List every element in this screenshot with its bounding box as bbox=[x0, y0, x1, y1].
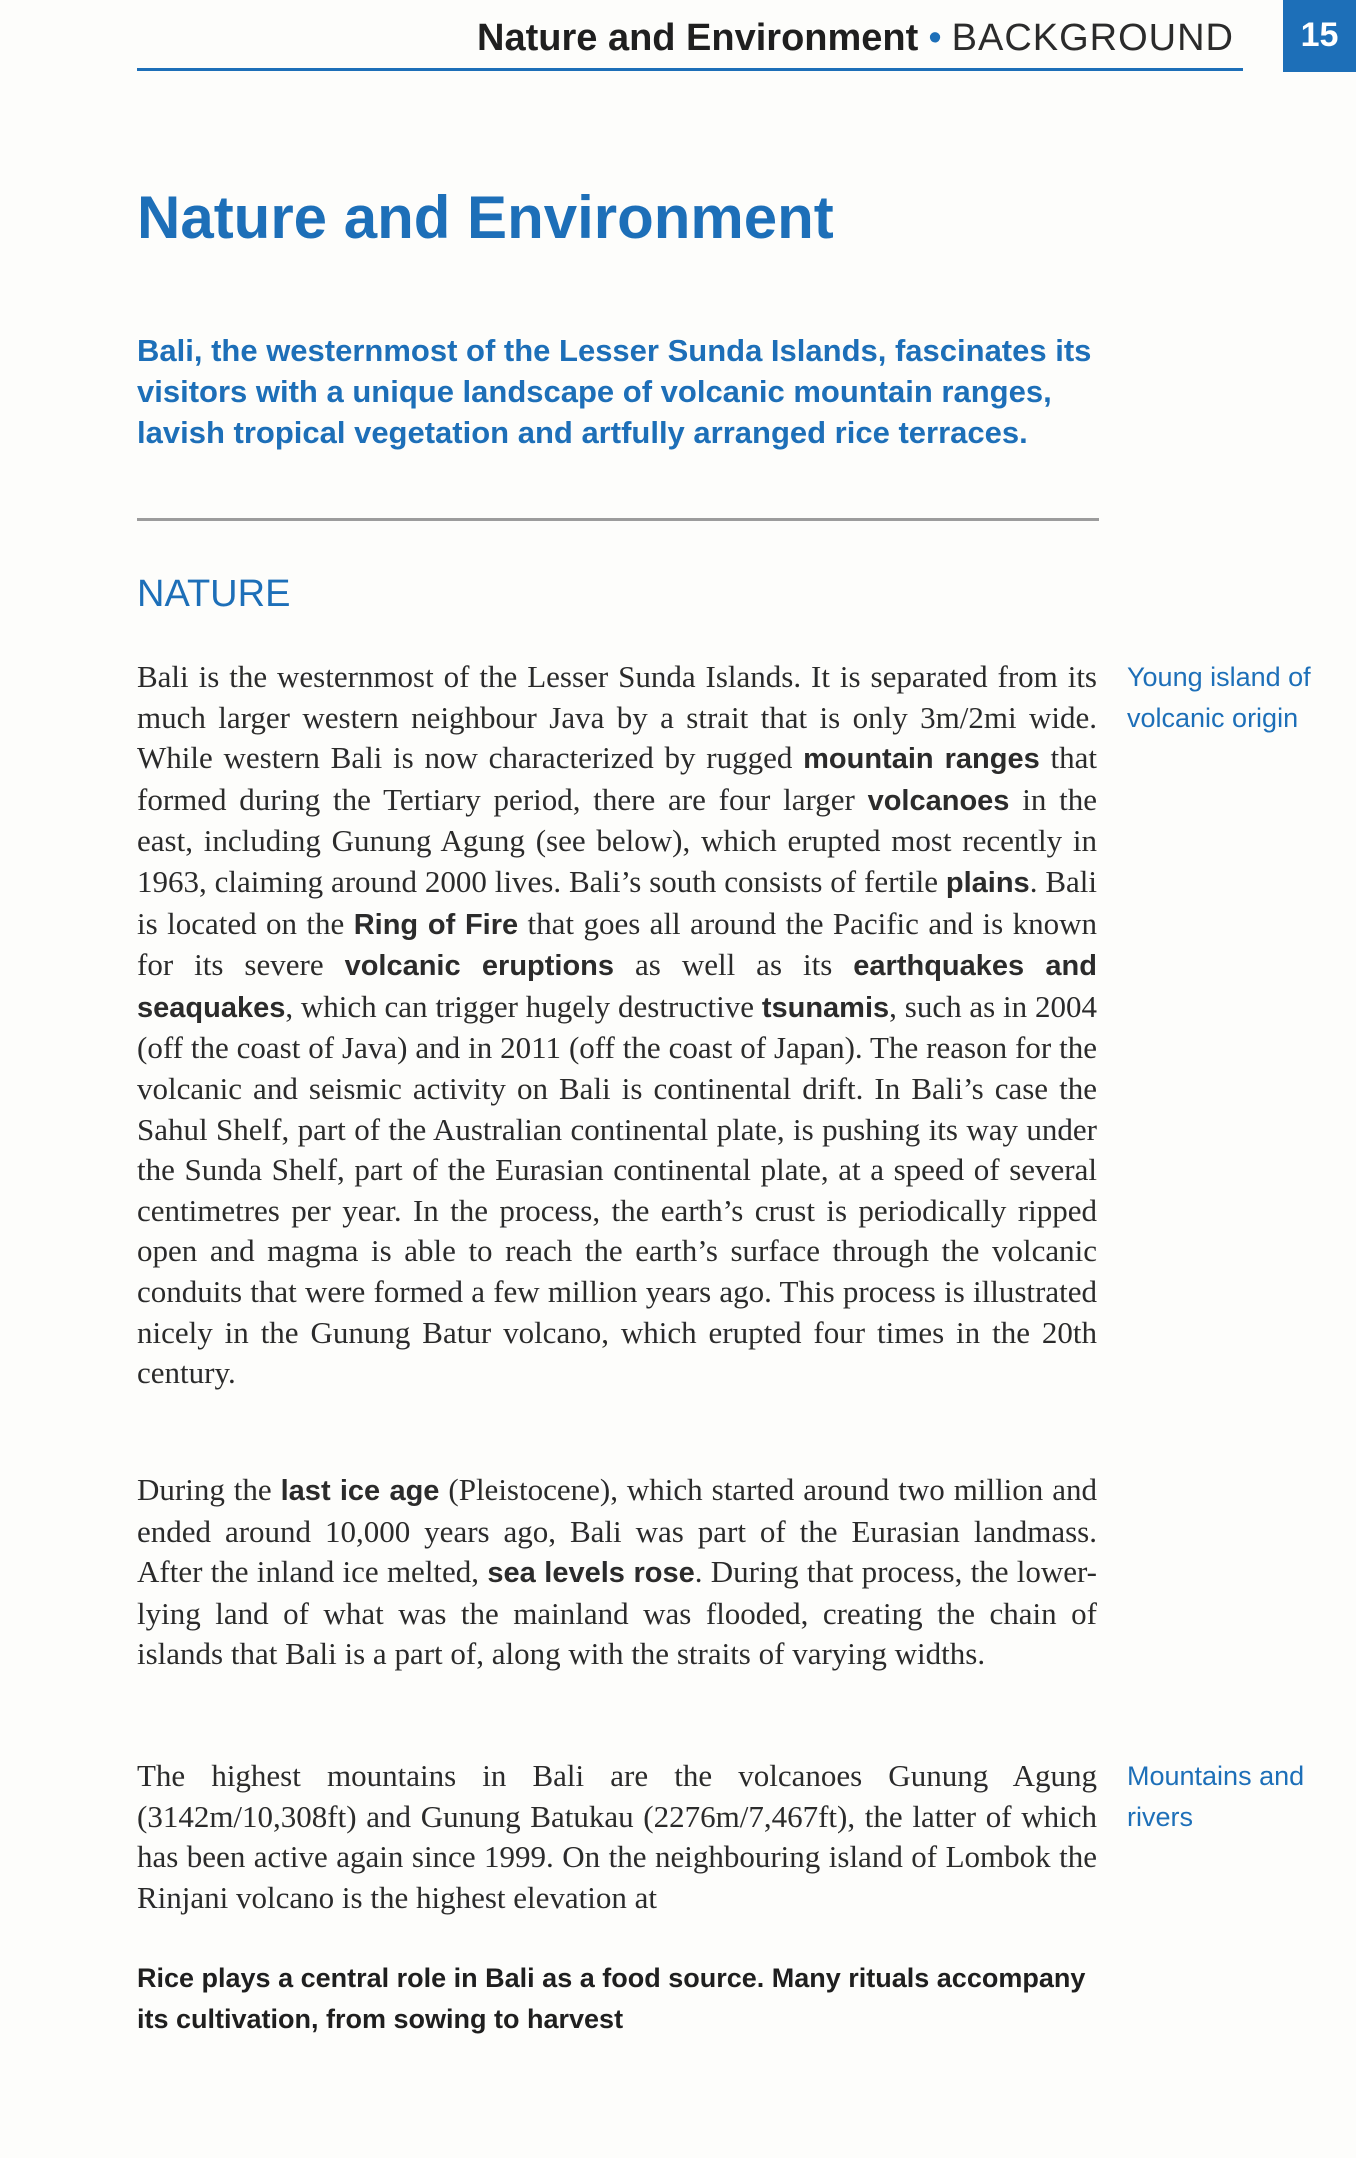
header-rule bbox=[137, 68, 1243, 71]
running-head-section: BACKGROUND bbox=[951, 17, 1234, 59]
margin-note-young-island: Young island of volcanic origin bbox=[1127, 662, 1311, 733]
key-term: volcanoes bbox=[867, 784, 1010, 817]
text-run: The highest mountains in Bali are the volcanoes Gunung Agung (3142m/10,308ft) and Gunung Batukau (2276m/7,467ft), the latter of which has been active again since 1999. On the neighbouring island of Lombok the Rinjani volcano is the highest elevation at bbox=[137, 1758, 1097, 1915]
body-paragraph-2 bbox=[137, 1470, 1097, 1675]
text-run: as well as its bbox=[614, 947, 854, 983]
intro-divider bbox=[137, 518, 1099, 521]
section-heading-nature: NATURE bbox=[137, 573, 291, 615]
key-term: tsunamis bbox=[761, 991, 890, 1024]
running-head-bullet: • bbox=[928, 17, 942, 59]
text-run: that formed during the Tertiary period, there are four larger bbox=[137, 740, 1097, 817]
text-run: . Bali is located on the bbox=[137, 863, 1097, 941]
key-term: sea levels rose bbox=[487, 1557, 695, 1590]
page-number-tab: 15 bbox=[1283, 0, 1356, 72]
key-term: last ice age bbox=[280, 1475, 440, 1507]
margin-note-mountains-rivers: Mountains and rivers bbox=[1127, 1761, 1305, 1832]
text-run: Bali is the westernmost of the Lesser Sunda Islands. It is separated from its much larger western neighbour Java by a strait that is only 3m/2mi wide. While western Bali is now characterized by rugged bbox=[137, 659, 1097, 776]
chapter-title: Nature and Environment bbox=[137, 184, 834, 251]
text-run: (Pleistocene), which started around two million and ended around 10,000 years ago, Bali was part of the Eurasian landmass. After the inland ice melted, bbox=[137, 1472, 1098, 1590]
photo-caption: Rice plays a central role in Bali as a food source. Many rituals accompany its cultivation, from sowing to harvest bbox=[137, 1963, 1086, 2034]
body-paragraph-1 bbox=[137, 657, 1097, 1394]
chapter-intro: Bali, the westernmost of the Lesser Sunda Islands, fascinates its visitors with a unique landscape of volcanic mountain ranges, lavish tropical vegetation and artfully arranged rice terraces. bbox=[137, 333, 1092, 450]
text-run: in the east, including Gunung Agung (see below), which erupted most recently in 1963, claiming around 2000 lives. Bali’s south consists of fertile bbox=[137, 781, 1097, 899]
key-term: plains bbox=[945, 866, 1030, 899]
key-term: earthquakes and seaquakes bbox=[137, 950, 1097, 1024]
key-term: mountain ranges bbox=[803, 743, 1040, 776]
body-paragraph-3 bbox=[137, 1756, 1097, 1918]
text-run: , which can trigger hugely destructive bbox=[285, 988, 762, 1024]
running-head-title: Nature and Environment bbox=[477, 17, 919, 59]
text-run: , such as in 2004 (off the coast of Java) and in 2011 (off the coast of Japan). The reason for the volcanic and seismic activity on Bali is continental drift. In Bali’s case the Sahul Shelf, part of the Australian continental plate, is pushing its way under the Sunda Shelf, part of the Eurasian continental plate, at a speed of several centimetres per year. In the process, the earth’s crust is periodically ripped open and magma is able to reach the earth’s surface through the volcanic conduits that were formed a few million years ago. This process is illustrated nicely in the Gunung Batur volcano, which erupted four times in the 20th century. bbox=[137, 988, 1097, 1391]
text-run: During the bbox=[137, 1472, 281, 1507]
key-term: Ring of Fire bbox=[353, 908, 519, 941]
running-head bbox=[477, 14, 1234, 62]
text-run: . During that process, the lower-lying land of what was the mainland was flooded, creating the chain of islands that Bali is a part of, along with the straits of varying widths. bbox=[137, 1554, 1098, 1672]
text-run: that goes all around the Pacific and is known for its severe bbox=[137, 905, 1097, 983]
key-term: volcanic eruptions bbox=[344, 950, 615, 983]
